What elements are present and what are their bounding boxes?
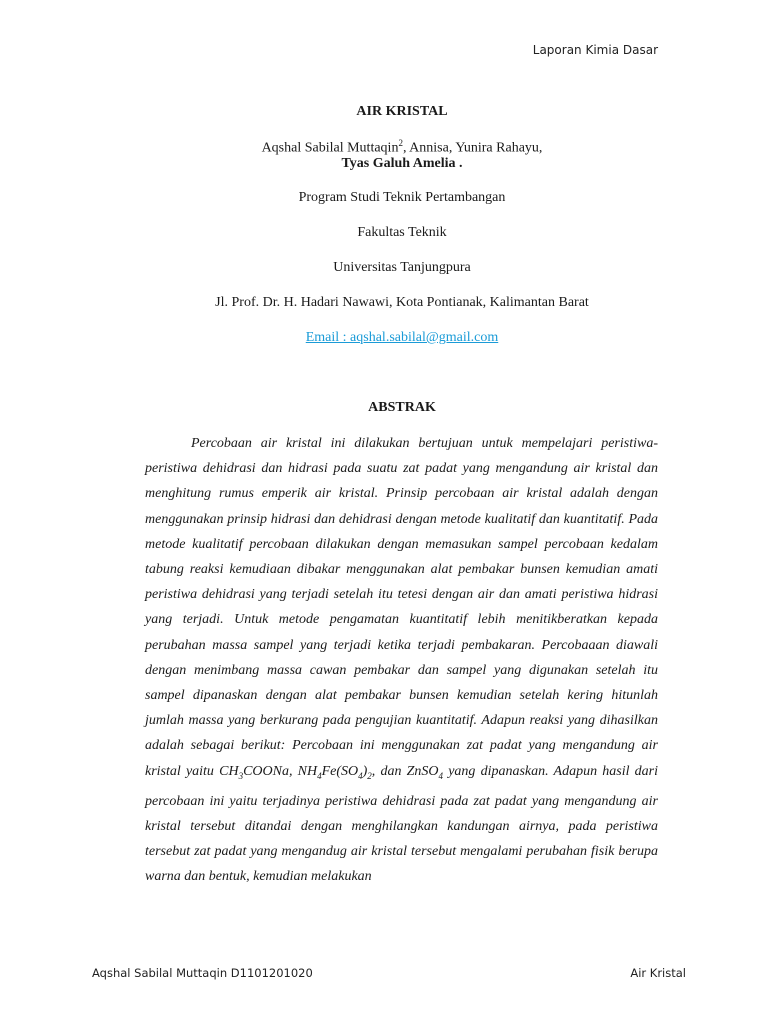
- affiliation-program: Program Studi Teknik Pertambangan: [298, 190, 506, 205]
- author-line-1: [0, 138, 768, 157]
- author-superscript: 2: [398, 138, 403, 148]
- affiliation-university: Universitas Tanjungpura: [333, 260, 471, 275]
- running-header: Laporan Kimia Dasar: [532, 43, 658, 57]
- chem-formula-1: $CH_3COONa$, $NH_4Fe(SO_4)_2$, dan ZnSO$_4$: [219, 763, 444, 781]
- footer-author: Aqshal Sabilal Muttaqin D1101201020: [92, 966, 313, 980]
- author-primary: Aqshal Sabilal Muttaqin: [261, 140, 399, 156]
- email-link[interactable]: Email : aqshal.sabilal@gmail.com: [305, 330, 499, 345]
- footer-title: Air Kristal: [630, 966, 686, 980]
- abstract-text-part2: yang dipanaskan. Adapun hasil dari percobaan ini yaitu terjadinya peristiwa dehidrasi pada zat padat yang mengandung air kristal tersebut ditandai dengan menghilangkan kandungan airnya, pada peristiwa tersebut zat padat yang mengandug air kristal tersebut mengalami perubahan fisik berupa warna dan bentuk, kemudian melakukan: [145, 763, 658, 885]
- author-others: , Annisa, Yunira Rahayu,: [402, 140, 543, 156]
- abstract-text-part1: Percobaan air kristal ini dilakukan bertujuan untuk mempelajari peristiwa-peristiwa dehidrasi dan hidrasi pada suatu zat padat yang mengandung air kristal dan menghitung rumus emperik air kristal. Prinsip percobaan air kristal adalah dengan menggunakan prinsip hidrasi dan dehidrasi dengan metode kualitatif dan kuantitatif. Pada metode kualitatif percobaan dilakukan dengan memasukan sampel percobaan kedalam tabung reaksi kemudiaan dibakar menggunakan alat pembakar bunsen kemudian amati peristiwa dehidrasi yang terjadi setelah itu tetesi dengan air dan amati peristiwa hidrasi yang terjadi. Untuk metode pengamatan kuantitatif lebih menitikberatkan kepada perubahan massa sampel yang terjadi ketika terjadi pembakaran. Percobaaan diawali dengan menimbang massa cawan pembakar dan sampel yang digunakan setelah itu sampel dipanaskan dengan alat pembakar bunsen kemudian setelah kering hitunlah jumlah massa yang berkurang pada pengujian kuantitatif. Adapun reaksi yang dihasilkan adalah sebagai berikut: Percobaan ini menggunakan zat padat yang mengandung air kristal yaitu: [145, 436, 658, 779]
- abstract-heading: ABSTRAK: [368, 400, 436, 415]
- affiliation-faculty: Fakultas Teknik: [357, 225, 447, 240]
- affiliation-address: Jl. Prof. Dr. H. Hadari Nawawi, Kota Pontianak, Kalimantan Barat: [215, 295, 589, 310]
- abstract-body: [145, 431, 658, 889]
- author-line-2: Tyas Galuh Amelia .: [341, 156, 463, 171]
- paper-title: AIR KRISTAL: [356, 104, 448, 119]
